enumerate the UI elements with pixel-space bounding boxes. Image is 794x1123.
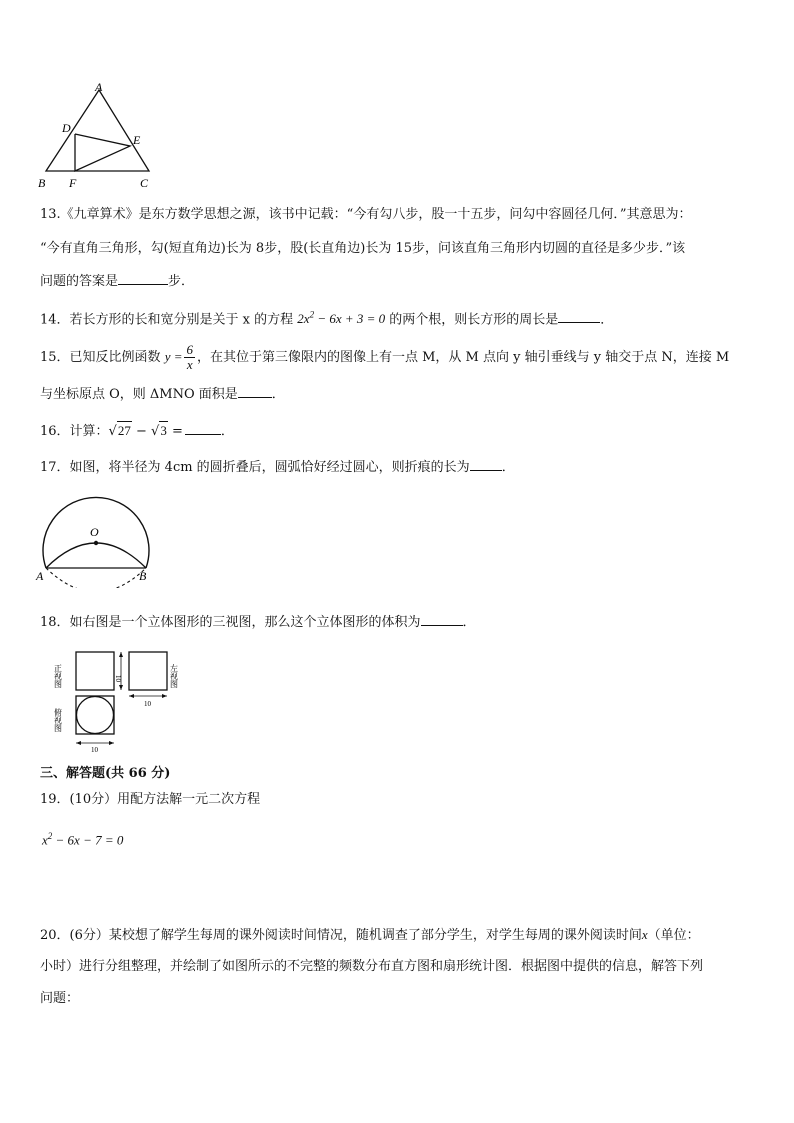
- q13-text-1: 13.《九章算术》是东方数学思想之源，该书中记载：“今有勾八步，股一十五步，问勾中容圆径几何．”其意思为：: [40, 207, 692, 222]
- q16-text-b: ．: [220, 424, 234, 439]
- q15-line1: [40, 340, 729, 375]
- q15-func-y: y =: [164, 349, 183, 364]
- section-heading: [40, 765, 170, 783]
- q20-text-c: 小时）进行分组整理，并绘制了如图所示的不完整的频数分布直方图和扇形统计图．根据图中提供的信息，解答下列: [40, 959, 704, 974]
- q15-text-c: 与坐标原点 O，则 ΔMNO 面积是: [40, 387, 238, 402]
- q13-line1: [40, 206, 691, 224]
- answer-blank[interactable]: [558, 310, 600, 323]
- q17-text-a: 17．如图，将半径为 4cm 的圆折叠后，圆弧恰好经过圆心，则折痕的长为: [40, 460, 470, 475]
- q15-fraction: [184, 343, 195, 372]
- q16-expression: √27 − √3 =: [108, 423, 183, 439]
- label-b: B: [38, 176, 46, 190]
- answer-blank[interactable]: [185, 422, 221, 435]
- label-f: F: [69, 176, 77, 190]
- answer-blank[interactable]: [421, 613, 463, 626]
- q15-line2: [40, 385, 285, 404]
- three-views-figure: [54, 648, 194, 756]
- left-width-dim: 10: [144, 700, 151, 708]
- label-a: A: [36, 569, 44, 583]
- q16-radicand-1: 27: [117, 423, 131, 438]
- q20-line3: [40, 990, 79, 1008]
- q16-line: [40, 421, 234, 441]
- front-view-label: 正视图: [54, 664, 63, 688]
- q13-unit: 步．: [168, 274, 195, 289]
- q19-equation: [42, 827, 123, 849]
- q14-text-c: ．: [600, 312, 614, 328]
- q16-equals: =: [167, 424, 183, 439]
- q16-text-a: 16．计算：: [40, 424, 109, 439]
- circle-figure: [32, 488, 162, 588]
- label-e: E: [133, 133, 141, 147]
- label-a: A: [95, 80, 103, 94]
- answer-blank[interactable]: [238, 385, 272, 398]
- q19-eq-exp: 2: [47, 831, 53, 841]
- front-height-dim: 10: [114, 675, 122, 682]
- q19-line: [40, 791, 260, 809]
- label-d: D: [62, 121, 71, 135]
- q20-variable: x: [641, 927, 648, 942]
- q15-text-a: 15．已知反比例函数: [40, 350, 165, 365]
- q20-text-b: （单位：: [647, 928, 700, 943]
- q14-eq-b: − 6x + 3 = 0: [314, 311, 386, 327]
- q18-text-b: ．: [462, 615, 476, 630]
- top-view-label: 俯视图: [54, 708, 63, 732]
- q14-eq-a: 2x: [297, 311, 310, 327]
- label-c: C: [140, 176, 149, 190]
- circle-diagram: [32, 488, 162, 588]
- answer-blank[interactable]: [470, 458, 502, 471]
- q16-minus: −: [131, 424, 152, 439]
- q14-text-b: 的两个根，则长方形的周长是: [385, 312, 559, 328]
- q14-text-a: 14．若长方形的长和宽分别是关于 x 的方程: [40, 312, 298, 328]
- q15-frac-den: x: [186, 357, 193, 372]
- q14-line: [40, 306, 613, 329]
- q20-text-d: 问题：: [40, 991, 80, 1006]
- left-view-label: 左视图: [169, 664, 179, 688]
- q13-text-3: 问题的答案是: [40, 274, 119, 289]
- triangle-diagram: [34, 80, 164, 192]
- q20-line2: [40, 958, 703, 976]
- q15-frac-num: 6: [186, 342, 193, 357]
- q19-eq-b: − 6x − 7 = 0: [52, 832, 124, 848]
- q13-text-2: “今有直角三角形，勾(短直角边)长为 8步，股(长直角边)长为 15步，问该直角三角形内切圆的直径是多少步．”该: [40, 241, 686, 256]
- q14-eq-exp: 2: [309, 310, 315, 320]
- q17-text-b: ．: [501, 460, 515, 475]
- q13-line3: [40, 272, 194, 291]
- q20-line1: [40, 926, 700, 945]
- q18-text-a: 18．如右图是一个立体图形的三视图，那么这个立体图形的体积为: [40, 615, 421, 630]
- q20-text-a: 20．(6分）某校想了解学生每周的课外阅读时间情况，随机调查了部分学生，对学生每周的课外阅读时间: [40, 928, 642, 943]
- q13-line2: [40, 240, 685, 258]
- q19-eq-a: x: [42, 832, 48, 848]
- section-title: 三、解答题(共 66 分): [40, 766, 171, 781]
- q15-text-d: ．: [271, 387, 285, 402]
- q19-text: 19．(10分）用配方法解一元二次方程: [40, 792, 261, 807]
- label-o: O: [90, 525, 99, 539]
- three-views-diagram: [54, 648, 194, 756]
- q18-line: [40, 613, 476, 632]
- answer-blank[interactable]: [118, 272, 168, 285]
- q17-line: [40, 458, 515, 477]
- q16-radicand-2: 3: [160, 423, 167, 438]
- top-width-dim: 10: [91, 746, 98, 754]
- q14-equation: [297, 311, 385, 326]
- q15-text-b: ，在其位于第三像限内的图像上有一点 M，从 M 点向 y 轴引垂线与 y 轴交于点 N，连接 M: [196, 350, 730, 365]
- triangle-figure: [34, 80, 164, 192]
- label-b: B: [139, 569, 147, 583]
